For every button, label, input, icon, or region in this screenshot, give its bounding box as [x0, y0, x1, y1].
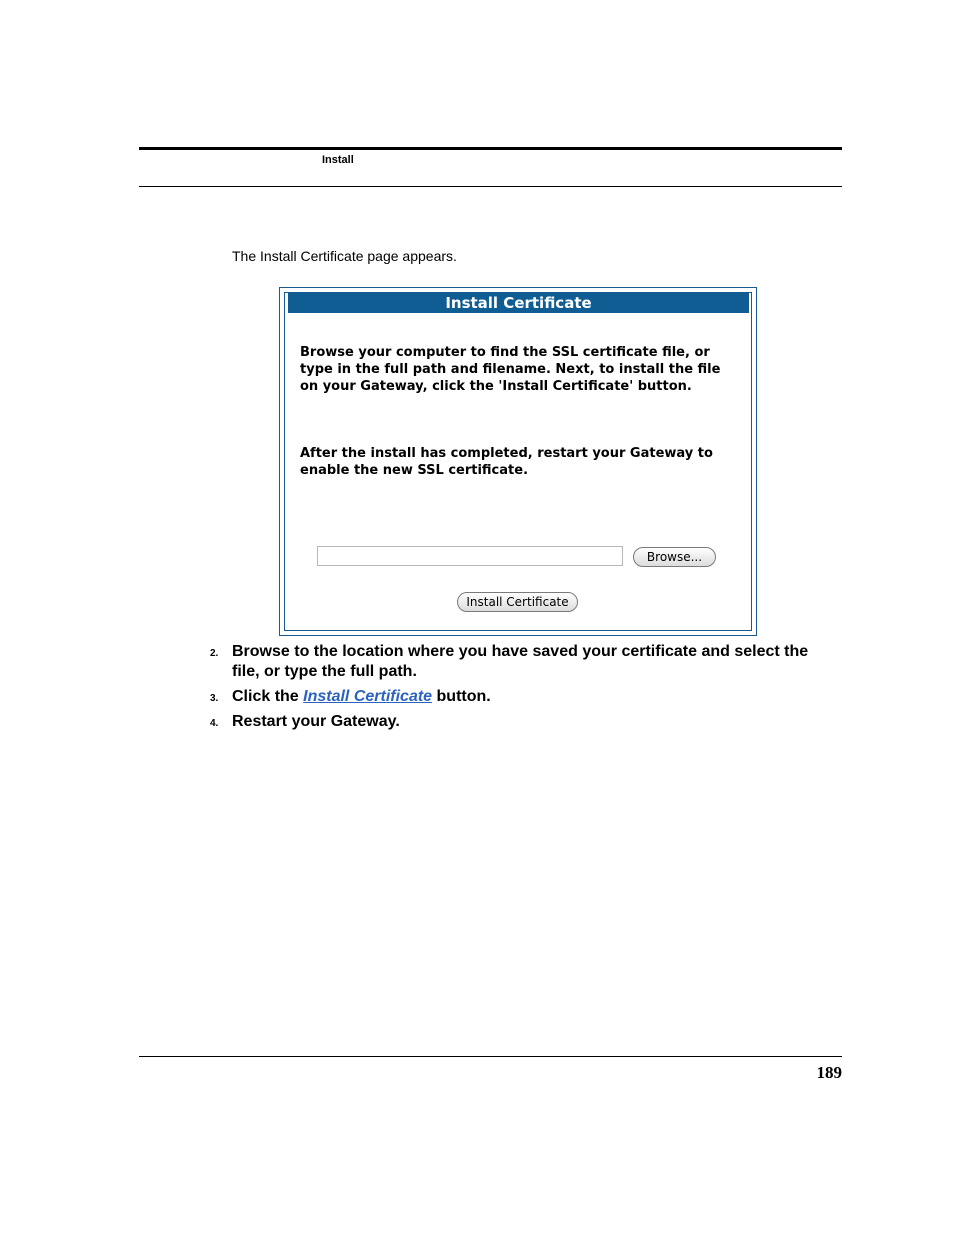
step-number: 3. [210, 693, 219, 704]
intro-text: The Install Certificate page appears. [232, 248, 457, 264]
step-number: 4. [210, 718, 219, 729]
certificate-file-input[interactable] [317, 546, 623, 566]
install-certificate-link[interactable]: Install Certificate [303, 688, 433, 705]
browse-button[interactable]: Browse... [633, 547, 716, 567]
step-text-pre: Click the [232, 688, 304, 705]
install-certificate-button[interactable]: Install Certificate [457, 592, 578, 612]
running-header: Install [322, 154, 354, 166]
page-number: 189 [816, 1063, 842, 1082]
instructions-paragraph: Browse your computer to find the SSL certificate file, or type in the full path and filename. Next, to install the file on your Gateway, click the 'Install Certificate' button. [300, 345, 721, 394]
footer-rule [139, 1056, 842, 1057]
step-number: 2. [210, 648, 219, 659]
step-text [232, 687, 832, 707]
step-text-post: button. [432, 688, 491, 705]
restart-note: After the install has completed, restart your Gateway to enable the new SSL certificate. [300, 446, 713, 478]
header-rule-bottom [139, 186, 842, 187]
panel-title: Install Certificate [288, 293, 749, 313]
step-text: Restart your Gateway. [232, 713, 400, 730]
step-text: Browse to the location where you have saved your certificate and select the file, or type the full path. [232, 643, 809, 680]
header-rule-top [139, 147, 842, 150]
